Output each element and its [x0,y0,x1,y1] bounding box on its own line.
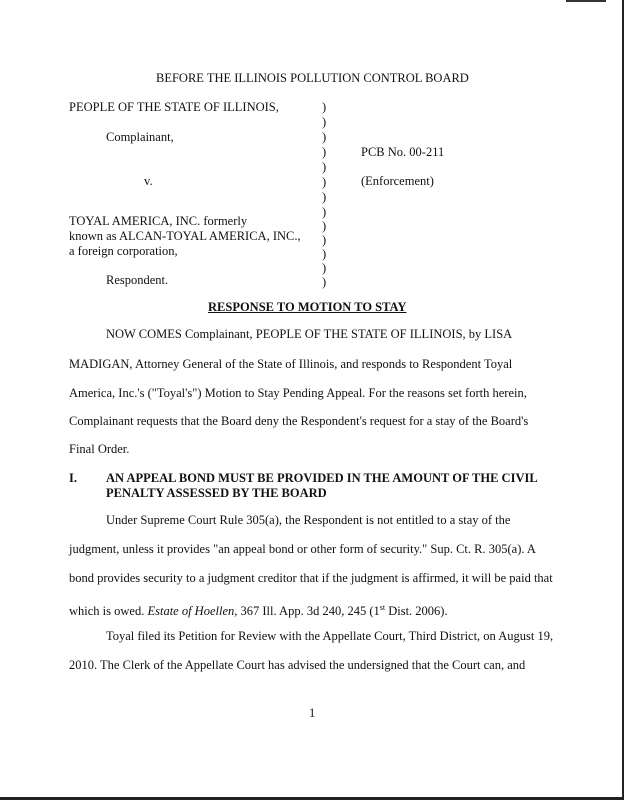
body-line: Final Order. [69,442,130,456]
citation-prefix: which is owed. [69,604,148,619]
case-number: PCB No. 00-211 [361,145,445,159]
section-number: I. [69,471,77,485]
body-line: MADIGAN, Attorney General of the State of Illinois, and responds to Respondent Toyal [69,357,513,371]
body-line: judgment, unless it provides "an appeal bond or other form of security." Sup. Ct. R. 305(a). A [69,542,536,556]
party1-role: Complainant, [106,130,174,144]
party2-line2: known as ALCAN-TOYAL AMERICA, INC., [69,229,301,243]
caption-paren: ) [322,190,327,204]
body-line: bond provides security to a judgment creditor that if the judgment is affirmed, it will be paid that [69,571,553,585]
body-line: 2010. The Clerk of the Appellate Court has advised the undersigned that the Court can, and [69,658,526,672]
citation-reporter: , 367 Ill. App. 3d 240, 245 (1 [234,604,380,619]
caption-paren: ) [322,247,327,261]
section-title: PENALTY ASSESSED BY THE BOARD [106,486,327,500]
citation-line [69,600,448,619]
page-number: 1 [309,706,316,720]
case-type: (Enforcement) [361,174,434,188]
body-line: Complainant requests that the Board deny the Respondent's request for a stay of the Board's [69,414,529,428]
caption-paren: ) [322,175,327,189]
body-line: NOW COMES Complainant, PEOPLE OF THE STATE OF ILLINOIS, by LISA [106,327,513,341]
party1-name: PEOPLE OF THE STATE OF ILLINOIS, [69,100,279,114]
caption-paren: ) [322,233,327,247]
versus: v. [144,174,153,188]
caption-paren: ) [322,100,327,114]
caption-paren: ) [322,275,327,289]
party2-line1: TOYAL AMERICA, INC. formerly [69,214,248,228]
body-line: America, Inc.'s ("Toyal's") Motion to Stay Pending Appeal. For the reasons set forth herein, [69,386,527,400]
caption-paren: ) [322,219,327,233]
caption-paren: ) [322,261,327,275]
scan-artifact-top [566,0,606,2]
citation-superscript: st [379,603,386,612]
court-title: BEFORE THE ILLINOIS POLLUTION CONTROL BOARD [156,71,469,85]
body-line: Under Supreme Court Rule 305(a), the Respondent is not entitled to a stay of the [106,513,511,527]
party2-line3: a foreign corporation, [69,244,178,258]
caption-paren: ) [322,160,327,174]
caption-paren: ) [322,130,327,144]
citation-case-name: Estate of Hoellen [147,604,235,619]
section-title: AN APPEAL BOND MUST BE PROVIDED IN THE AMOUNT OF THE CIVIL [106,471,538,485]
citation-suffix: Dist. 2006). [385,604,448,619]
party2-role: Respondent. [106,273,169,287]
caption-paren: ) [322,145,327,159]
body-line: Toyal filed its Petition for Review with the Appellate Court, Third District, on August 19, [106,629,554,643]
caption-paren: ) [322,205,327,219]
caption-paren: ) [322,115,327,129]
document-heading: RESPONSE TO MOTION TO STAY [208,300,407,314]
